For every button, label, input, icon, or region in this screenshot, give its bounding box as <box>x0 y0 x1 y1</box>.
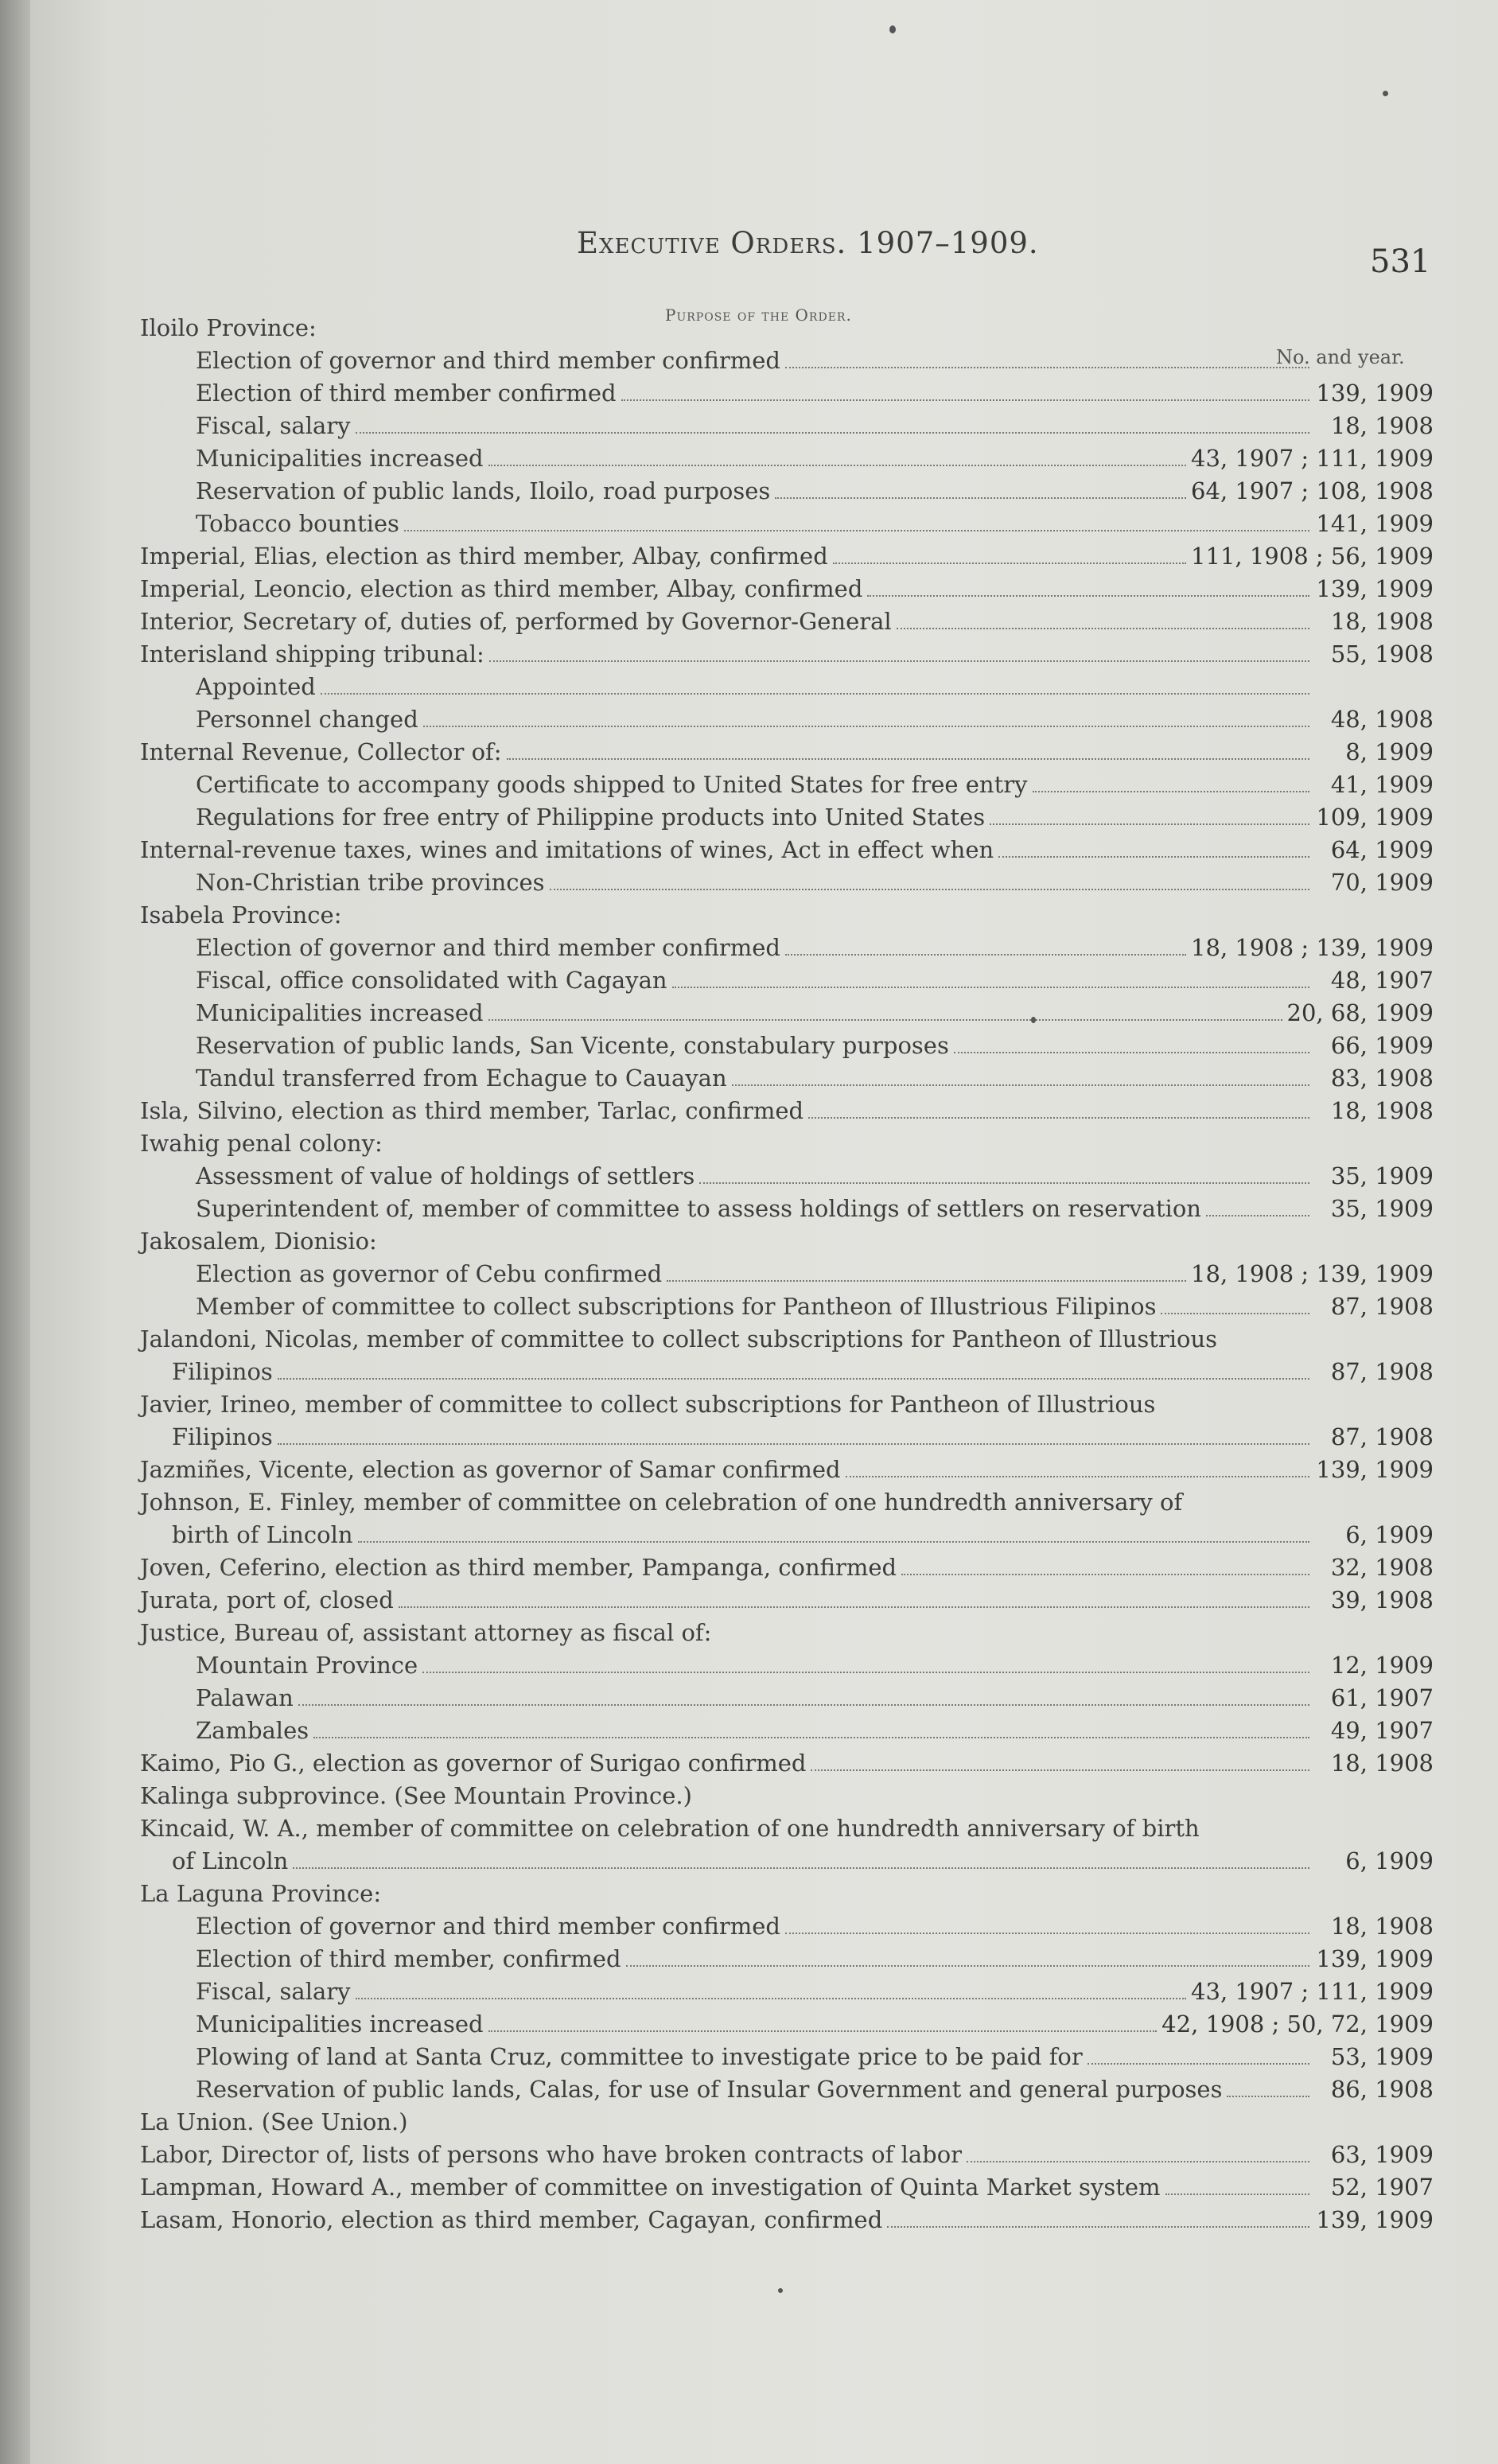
entry-text: Labor, Director of, lists of persons who have broken contracts of labor <box>140 2141 963 2168</box>
order-number-year: 111, 1908 ; 56, 1909 <box>1191 543 1434 570</box>
order-number-year: 70, 1909 <box>1330 869 1434 896</box>
index-entry <box>140 312 1434 344</box>
index-entry <box>140 540 1434 573</box>
index-entry <box>140 1258 1434 1290</box>
entry-text: Isla, Silvino, election as third member, Tarlac, confirmed <box>140 1097 804 1124</box>
leader-dots <box>278 1378 1309 1380</box>
entry-text: Reservation of public lands, San Vicente, constabulary purposes <box>196 1032 949 1059</box>
leader-dots <box>967 2161 1309 2162</box>
index-entry <box>140 1649 1434 1682</box>
order-number-year: 55, 1908 <box>1330 640 1434 668</box>
index-entry <box>140 1910 1434 1943</box>
running-head: Executive Orders. 1907–1909. <box>577 226 1039 260</box>
order-number-year: 12, 1909 <box>1330 1652 1434 1679</box>
leader-dots <box>488 1019 1282 1021</box>
index-entry <box>140 899 1434 932</box>
entry-text: Imperial, Leoncio, election as third member, Albay, confirmed <box>140 575 863 602</box>
entry-text: Iwahig penal colony: <box>140 1130 383 1157</box>
entry-text: Mountain Province <box>196 1652 418 1679</box>
entry-text: Regulations for free entry of Philippine products into United States <box>196 804 986 831</box>
order-number-year: 20, 68, 1909 <box>1286 999 1434 1026</box>
entry-text: Kaimo, Pio G., election as governor of Surigao confirmed <box>140 1750 807 1777</box>
entry-text: Javier, Irineo, member of committee to collect subscriptions for Pantheon of Illustrious <box>140 1391 1156 1418</box>
index-entry <box>140 1845 1434 1878</box>
leader-dots <box>356 432 1309 434</box>
order-number-year: 109, 1909 <box>1316 804 1434 831</box>
index-entry <box>140 475 1434 508</box>
leader-dots <box>990 823 1309 825</box>
leader-dots <box>550 889 1309 890</box>
entry-text: Imperial, Elias, election as third member, Albay, confirmed <box>140 543 828 570</box>
index-entry <box>140 834 1434 866</box>
order-number-year: 66, 1909 <box>1330 1032 1434 1059</box>
entry-text: Election of third member confirmed <box>196 380 617 407</box>
order-number-year: 6, 1909 <box>1345 1521 1434 1548</box>
leader-dots <box>1165 2193 1309 2195</box>
order-number-year: 35, 1909 <box>1330 1162 1434 1189</box>
order-number-year: 49, 1907 <box>1330 1717 1434 1744</box>
leader-dots <box>887 2226 1309 2228</box>
order-number-year: 18, 1908 <box>1330 608 1434 635</box>
leader-dots <box>488 465 1186 466</box>
entry-text: Isabela Province: <box>140 901 342 928</box>
entry-text: Interisland shipping tribunal: <box>140 640 484 668</box>
index-entry <box>140 964 1434 997</box>
leader-dots <box>775 497 1186 499</box>
index-entry <box>140 2106 1434 2139</box>
index-entry <box>140 736 1434 769</box>
index-entry <box>140 1160 1434 1193</box>
order-number-year: 18, 1908 <box>1330 1750 1434 1777</box>
index-entry <box>140 605 1434 638</box>
leader-dots <box>672 987 1309 988</box>
entry-text: Plowing of land at Santa Cruz, committee to investigate price to be paid for <box>196 2043 1083 2070</box>
index-entry <box>140 2041 1434 2073</box>
index-entry <box>140 1290 1434 1323</box>
order-number-year: 141, 1909 <box>1316 510 1434 537</box>
entry-text: Municipalities increased <box>196 445 484 472</box>
print-speck <box>1031 1017 1036 1023</box>
order-number-year: 48, 1907 <box>1330 967 1434 994</box>
leader-dots <box>321 693 1309 695</box>
entry-text: Palawan <box>196 1684 294 1711</box>
order-number-year: 139, 1909 <box>1316 1456 1434 1483</box>
order-number-year: 41, 1909 <box>1330 771 1434 798</box>
column-heading: Purpose of the Order. <box>665 306 852 325</box>
entry-text: La Laguna Province: <box>140 1880 382 1907</box>
index-entry <box>140 1682 1434 1715</box>
leader-dots <box>356 1998 1187 1999</box>
leader-dots <box>732 1084 1309 1086</box>
entry-text: Election as governor of Cebu confirmed <box>196 1260 663 1287</box>
entry-text: Tandul transferred from Echague to Cauayan <box>196 1065 727 1092</box>
entry-text: Jazmiñes, Vicente, election as governor of Samar confirmed <box>140 1456 841 1483</box>
order-number-year: 32, 1908 <box>1330 1554 1434 1581</box>
index-entry <box>140 1225 1434 1258</box>
index-entry <box>140 1747 1434 1780</box>
index-entry <box>140 1975 1434 2008</box>
leader-dots <box>404 530 1309 531</box>
order-number-year: 48, 1908 <box>1330 706 1434 733</box>
index-entry <box>140 671 1434 703</box>
order-number-year: 43, 1907 ; 111, 1909 <box>1191 1978 1434 2005</box>
order-number-year: 139, 1909 <box>1316 380 1434 407</box>
leader-dots <box>1033 791 1309 792</box>
entry-text: birth of Lincoln <box>172 1521 353 1548</box>
order-number-year: 18, 1908 <box>1330 1913 1434 1940</box>
index-entry <box>140 1454 1434 1486</box>
index-entry <box>140 1715 1434 1747</box>
order-number-year: 139, 1909 <box>1316 2206 1434 2233</box>
order-number-year: 64, 1909 <box>1330 836 1434 863</box>
index-entry <box>140 1062 1434 1095</box>
index-entry <box>140 1780 1434 1812</box>
index-entry <box>140 1095 1434 1127</box>
index-entry <box>140 997 1434 1030</box>
leader-dots <box>1088 2063 1309 2065</box>
entry-text: Assessment of value of holdings of settlers <box>196 1162 695 1189</box>
order-number-year: 18, 1908 ; 139, 1909 <box>1191 1260 1434 1287</box>
leader-dots <box>422 1672 1309 1673</box>
entry-text: Appointed <box>196 673 316 700</box>
no-and-year-label: No. and year. <box>1276 346 1405 368</box>
entry-text: Filipinos <box>172 1423 273 1450</box>
index-entry <box>140 1421 1434 1454</box>
index-entry <box>140 573 1434 605</box>
index-entry <box>140 2204 1434 2236</box>
order-number-year: 61, 1907 <box>1330 1684 1434 1711</box>
leader-dots <box>667 1280 1186 1282</box>
leader-dots <box>897 628 1309 629</box>
leader-dots <box>1206 1215 1309 1216</box>
entry-text: Fiscal, salary <box>196 412 351 439</box>
order-number-year: 87, 1908 <box>1330 1423 1434 1450</box>
entry-text: Lampman, Howard A., member of committee on investigation of Quinta Market system <box>140 2174 1161 2201</box>
entry-text: Jalandoni, Nicolas, member of committee to collect subscriptions for Pantheon of Illustrious <box>140 1325 1218 1353</box>
entry-text: Superintendent of, member of committee to assess holdings of settlers on reservation <box>196 1195 1201 1222</box>
leader-dots <box>785 954 1186 956</box>
entry-text: Election of governor and third member confirmed <box>196 347 780 374</box>
entry-text: Election of third member, confirmed <box>196 1945 621 1972</box>
order-number-year: 87, 1908 <box>1330 1358 1434 1385</box>
index-entry <box>140 1388 1434 1421</box>
entry-text: of Lincoln <box>172 1847 289 1874</box>
entry-text: Lasam, Honorio, election as third member, Cagayan, confirmed <box>140 2206 883 2233</box>
order-number-year: 18, 1908 <box>1330 412 1434 439</box>
entry-text: Fiscal, office consolidated with Cagayan <box>196 967 667 994</box>
page-number: 531 <box>1370 243 1431 280</box>
entry-text: Member of committee to collect subscriptions for Pantheon of Illustrious Filipinos <box>196 1293 1157 1320</box>
leader-dots <box>785 367 1309 368</box>
order-number-year: 6, 1909 <box>1345 1847 1434 1874</box>
entry-text: Personnel changed <box>196 706 418 733</box>
leader-dots <box>488 2030 1158 2032</box>
index-entries <box>140 312 1434 2236</box>
order-number-year: 139, 1909 <box>1316 575 1434 602</box>
entry-text: Kalinga subprovince. (See Mountain Province.) <box>140 1782 692 1809</box>
order-number-year: 64, 1907 ; 108, 1908 <box>1191 477 1434 504</box>
index-entry <box>140 1519 1434 1551</box>
index-entry <box>140 377 1434 410</box>
index-entry <box>140 2073 1434 2106</box>
leader-dots <box>846 1476 1309 1477</box>
order-number-year: 8, 1909 <box>1345 738 1434 765</box>
leader-dots <box>699 1182 1309 1184</box>
index-entry <box>140 638 1434 671</box>
index-entry <box>140 1486 1434 1519</box>
index-entry <box>140 801 1434 834</box>
print-speck <box>1383 91 1388 96</box>
index-entry <box>140 1323 1434 1356</box>
entry-text: Joven, Ceferino, election as third member, Pampanga, confirmed <box>140 1554 897 1581</box>
leader-dots <box>867 595 1309 597</box>
entry-text: Non-Christian tribe provinces <box>196 869 545 896</box>
order-number-year: 52, 1907 <box>1330 2174 1434 2201</box>
leader-dots <box>489 660 1309 662</box>
leader-dots <box>313 1737 1309 1738</box>
leader-dots <box>901 1574 1309 1575</box>
print-speck <box>778 2288 783 2293</box>
order-number-year: 18, 1908 <box>1330 1097 1434 1124</box>
index-entry <box>140 1127 1434 1160</box>
entry-text: Fiscal, salary <box>196 1978 351 2005</box>
entry-text: Municipalities increased <box>196 2011 484 2038</box>
index-entry <box>140 769 1434 801</box>
leader-dots <box>811 1769 1309 1771</box>
order-number-year: 18, 1908 ; 139, 1909 <box>1191 934 1434 961</box>
index-entry <box>140 1584 1434 1617</box>
index-entry <box>140 344 1434 377</box>
index-entry <box>140 2171 1434 2204</box>
leader-dots <box>1227 2096 1309 2097</box>
leader-dots <box>621 399 1309 401</box>
index-entry <box>140 1030 1434 1062</box>
leader-dots <box>785 1933 1309 1934</box>
index-entry <box>140 410 1434 442</box>
leader-dots <box>358 1541 1309 1543</box>
leader-dots <box>808 1117 1309 1119</box>
index-entry <box>140 1617 1434 1649</box>
order-number-year: 63, 1909 <box>1330 2141 1434 2168</box>
leader-dots <box>507 758 1309 760</box>
index-entry <box>140 932 1434 964</box>
index-entry <box>140 508 1434 540</box>
page-binding-edge <box>0 0 30 2464</box>
index-entry <box>140 1812 1434 1845</box>
entry-text: Certificate to accompany goods shipped to United States for free entry <box>196 771 1028 798</box>
entry-text: Zambales <box>196 1717 309 1744</box>
leader-dots <box>278 1443 1309 1445</box>
order-number-year: 42, 1908 ; 50, 72, 1909 <box>1161 2011 1434 2038</box>
entry-text: Internal-revenue taxes, wines and imitations of wines, Act in effect when <box>140 836 994 863</box>
order-number-year: 53, 1909 <box>1330 2043 1434 2070</box>
index-entry <box>140 1551 1434 1584</box>
entry-text: Johnson, E. Finley, member of committee on celebration of one hundredth anniversary of <box>140 1489 1183 1516</box>
leader-dots <box>399 1606 1309 1608</box>
leader-dots <box>998 856 1309 858</box>
index-entry <box>140 2008 1434 2041</box>
index-entry <box>140 442 1434 475</box>
leader-dots <box>954 1052 1309 1053</box>
leader-dots <box>298 1704 1309 1706</box>
page-header <box>0 226 1498 290</box>
entry-text: Reservation of public lands, Calas, for use of Insular Government and general purposes <box>196 2076 1223 2103</box>
entry-text: Jurata, port of, closed <box>140 1586 394 1613</box>
entry-text: Justice, Bureau of, assistant attorney as fiscal of: <box>140 1619 712 1646</box>
entry-text: La Union. (See Union.) <box>140 2108 408 2135</box>
order-number-year: 35, 1909 <box>1330 1195 1434 1222</box>
index-entry <box>140 2139 1434 2171</box>
entry-text: Reservation of public lands, Iloilo, road purposes <box>196 477 771 504</box>
leader-dots <box>423 726 1309 727</box>
order-number-year: 43, 1907 ; 111, 1909 <box>1191 445 1434 472</box>
print-speck <box>889 25 896 33</box>
order-number-year: 87, 1908 <box>1330 1293 1434 1320</box>
entry-text: Municipalities increased <box>196 999 484 1026</box>
entry-text: Kincaid, W. A., member of committee on celebration of one hundredth anniversary of birth <box>140 1815 1200 1842</box>
index-entry <box>140 1356 1434 1388</box>
entry-text: Election of governor and third member confirmed <box>196 1913 780 1940</box>
index-entry <box>140 866 1434 899</box>
entry-text: Interior, Secretary of, duties of, performed by Governor-General <box>140 608 892 635</box>
index-entry <box>140 1878 1434 1910</box>
order-number-year: 86, 1908 <box>1330 2076 1434 2103</box>
index-entry <box>140 1943 1434 1975</box>
index-entry <box>140 1193 1434 1225</box>
index-entry <box>140 703 1434 736</box>
leader-dots <box>1161 1313 1309 1314</box>
entry-text: Internal Revenue, Collector of: <box>140 738 502 765</box>
order-number-year: 83, 1908 <box>1330 1065 1434 1092</box>
entry-text: Jakosalem, Dionisio: <box>140 1228 377 1255</box>
entry-text: Tobacco bounties <box>196 510 399 537</box>
entry-text: Filipinos <box>172 1358 273 1385</box>
entry-text: Election of governor and third member confirmed <box>196 934 780 961</box>
order-number-year: 139, 1909 <box>1316 1945 1434 1972</box>
order-number-year: 39, 1908 <box>1330 1586 1434 1613</box>
leader-dots <box>293 1867 1309 1869</box>
entry-text: Iloilo Province: <box>140 314 317 341</box>
leader-dots <box>833 562 1186 564</box>
leader-dots <box>626 1965 1309 1967</box>
